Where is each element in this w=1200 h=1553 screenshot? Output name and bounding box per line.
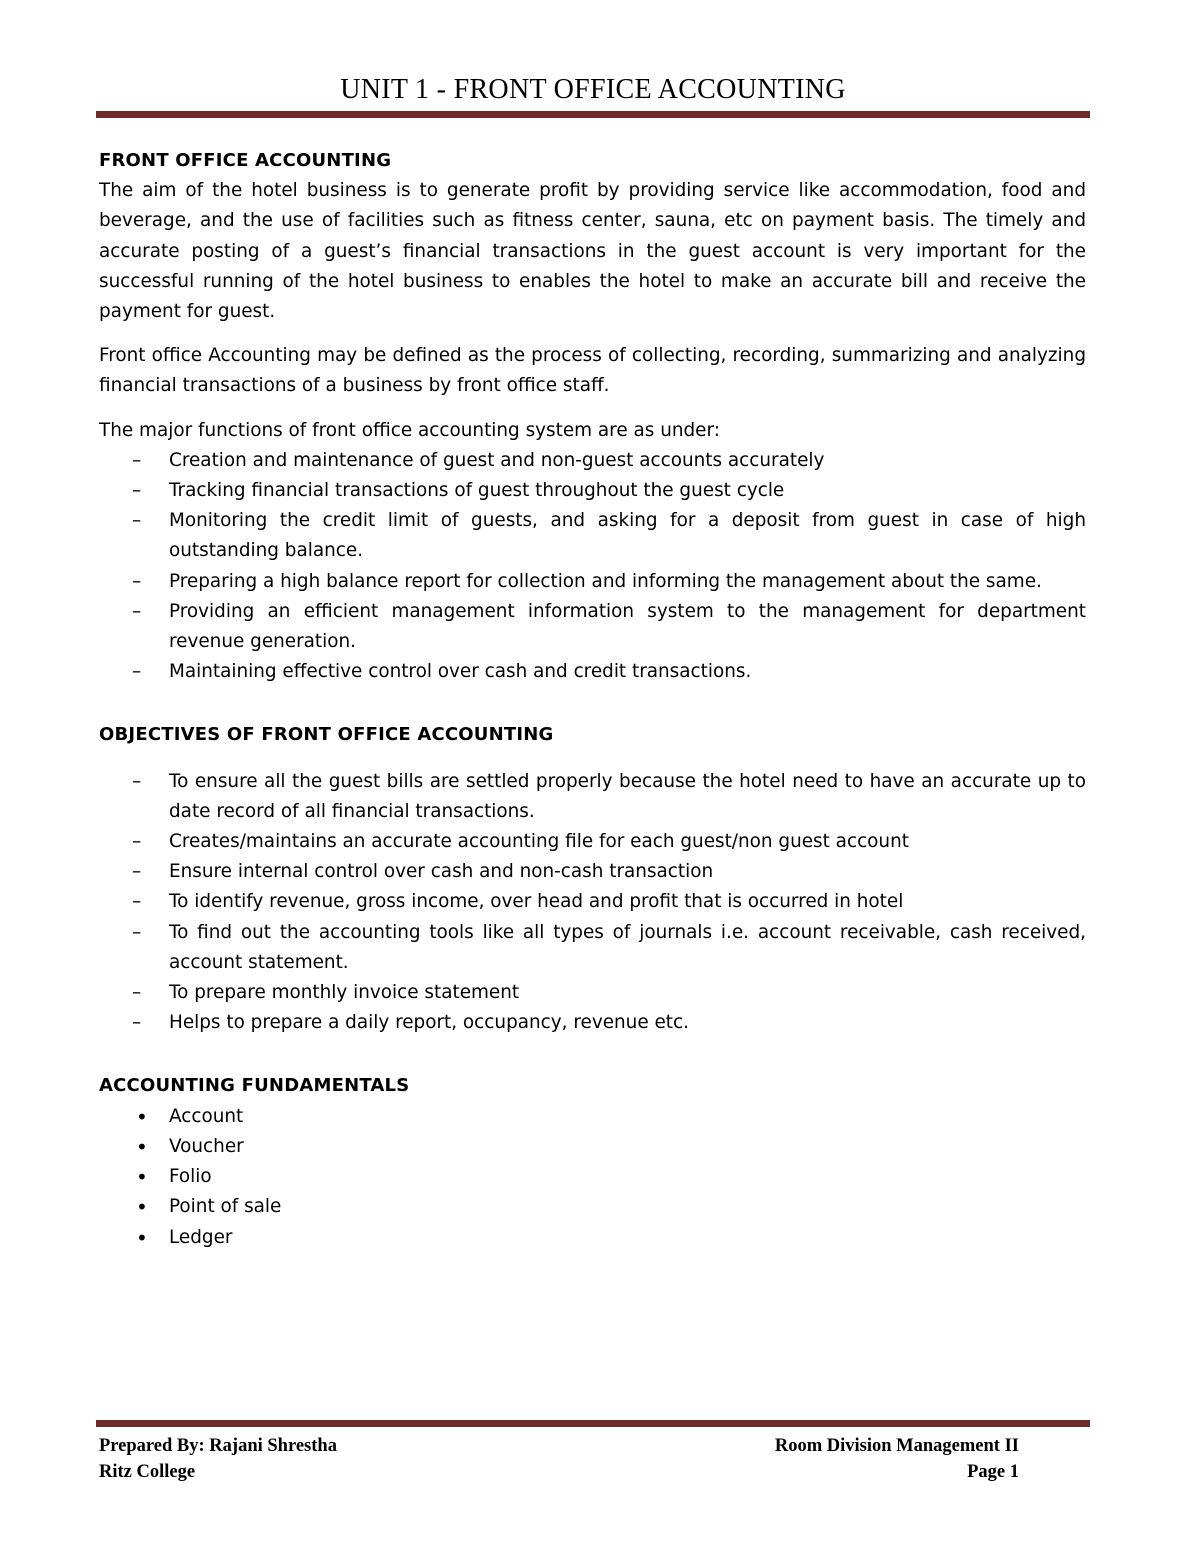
list-item: • Voucher xyxy=(99,1132,1086,1162)
footer-prepared-by: Prepared By: Rajani Shrestha xyxy=(99,1436,337,1456)
page-title: UNIT 1 - FRONT OFFICE ACCOUNTING xyxy=(340,74,846,105)
list-item: – Ensure internal control over cash and non-cash transaction xyxy=(99,857,1086,887)
footer-row-2 xyxy=(99,1459,1019,1485)
list-item: – To prepare monthly invoice statement xyxy=(99,978,1086,1008)
list-item: – Providing an efficient management information system to the management for department revenue generation. xyxy=(99,597,1086,657)
section-heading-accounting-fundamentals: ACCOUNTING FUNDAMENTALS xyxy=(99,1075,410,1097)
list-item: • Point of sale xyxy=(99,1192,1086,1222)
list-item: – To find out the accounting tools like all types of journals i.e. account receivable, cash received, account statement. xyxy=(99,918,1086,978)
list-item: • Ledger xyxy=(99,1223,1086,1253)
section-heading-front-office-accounting: FRONT OFFICE ACCOUNTING xyxy=(99,150,392,171)
footer-college: Ritz College xyxy=(99,1462,196,1482)
list-item: – Creation and maintenance of guest and non-guest accounts accurately xyxy=(99,446,1086,476)
list-item: • Folio xyxy=(99,1162,1086,1192)
header-rule xyxy=(96,111,1090,118)
footer-course: Room Division Management II xyxy=(774,1436,1019,1456)
list-item: – Maintaining effective control over cash and credit transactions. xyxy=(99,657,1086,687)
document-body xyxy=(99,146,1086,1253)
functions-intro: The major functions of front office accounting system are as under: xyxy=(99,419,720,441)
objectives-list xyxy=(99,767,1086,1039)
list-item: • Account xyxy=(99,1102,1086,1132)
footer-page-number: Page 1 xyxy=(967,1462,1019,1482)
list-item: – Helps to prepare a daily report, occupancy, revenue etc. xyxy=(99,1008,1086,1038)
functions-list xyxy=(99,446,1086,688)
list-item: – Creates/maintains an accurate accounting file for each guest/non guest account xyxy=(99,827,1086,857)
footer-row-1 xyxy=(99,1433,1019,1459)
fundamentals-list xyxy=(99,1102,1086,1253)
section-heading-objectives: OBJECTIVES OF FRONT OFFICE ACCOUNTING xyxy=(99,724,554,746)
list-item: – Monitoring the credit limit of guests, and asking for a deposit from guest in case of high outstanding balance. xyxy=(99,506,1086,566)
list-item: – Tracking financial transactions of guest throughout the guest cycle xyxy=(99,476,1086,506)
intro-paragraph: The aim of the hotel business is to generate profit by providing service like accommodation, food and beverage, and the use of facilities such as fitness center, sauna, etc on payment basis. The timely and accurate posting of a guest’s financial transactions in the guest account is very important for the successful running of the hotel business to enables the hotel to make an accurate bill and receive the payment for guest. xyxy=(99,180,1086,323)
footer-rule xyxy=(96,1420,1090,1427)
list-item: – To ensure all the guest bills are settled properly because the hotel need to have an accurate up to date record of all financial transactions. xyxy=(99,767,1086,827)
list-item: – Preparing a high balance report for collection and informing the management about the same. xyxy=(99,567,1086,597)
definition-paragraph: Front office Accounting may be defined as the process of collecting, recording, summarizing and analyzing financial transactions of a business by front office staff. xyxy=(99,345,1086,397)
list-item: – To identify revenue, gross income, over head and profit that is occurred in hotel xyxy=(99,887,1086,917)
